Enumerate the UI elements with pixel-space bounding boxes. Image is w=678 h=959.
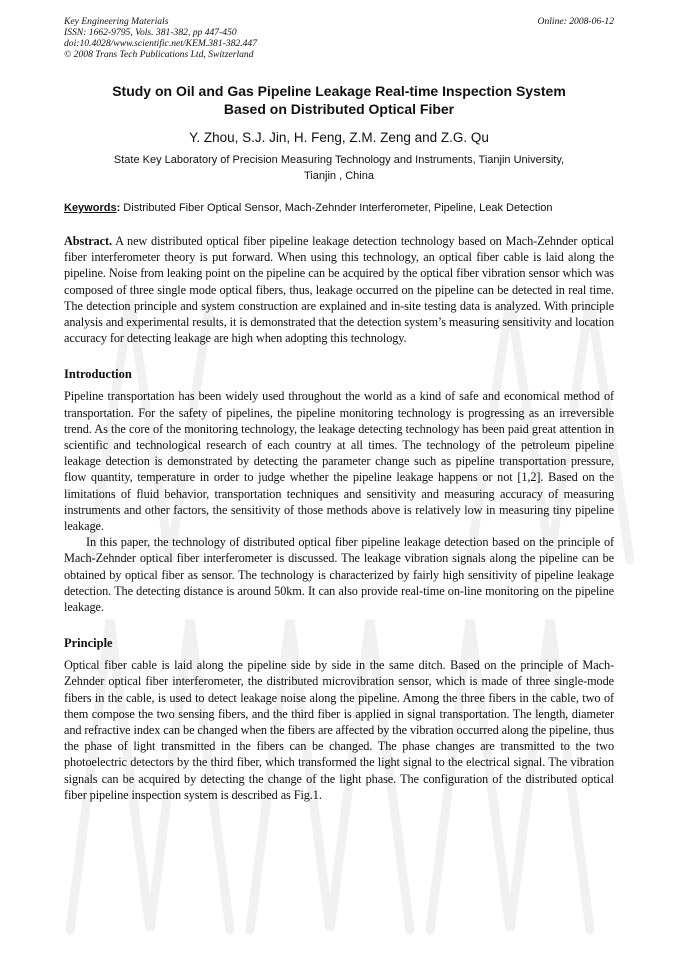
- copyright-line: © 2008 Trans Tech Publications Ltd, Switzerland: [64, 49, 254, 60]
- keywords-text: Distributed Fiber Optical Sensor, Mach-Zehnder Interferometer, Pipeline, Leak Detection: [120, 202, 553, 214]
- introduction-paragraph-2: In this paper, the technology of distributed optical fiber pipeline leakage detection based on the principle of Mach-Zehnder optical fiber interferometer is discussed. The leakage vibration signals along the pipeline can be obtained by optical fiber as sensor. The technology is characterized by fairly high sensitivity of pipeline leakage detection. The detecting distance is around 50km. It can also provide real-time on-line monitoring on the pipeline leakage.: [64, 535, 614, 615]
- principle-paragraph-1: Optical fiber cable is laid along the pipeline side by side in the same ditch. Based on the principle of Mach-Zehnder optical fiber interferometer, the distributed microvibration sensor, which is made of three single-mode fibers in the cable, is used to detect leakage noise along the pipeline. Among the three fibers in the cable, two of them compose the two sensing fibers, and the third fiber is applied in signal transportation. The length, diameter and refractive index can be changed when the fibers are affected by the vibration occurred along the pipeline, thus the phase of light transmitted in the fibers can be changed. The phase changes are transmitted to the two photoelectric detectors by the third fiber, which transformed the light signal to the electrical signal. The vibration signals can be acquired by detecting the change of the light phase. The configuration of the distributed optical fiber pipeline inspection system is described as Fig.1.: [64, 658, 614, 802]
- affiliation-line-2: Tianjin , China: [304, 170, 374, 182]
- abstract-text: A new distributed optical fiber pipeline leakage detection technology based on Mach-Zehnder optical fiber interferometer theory is put forward. When using this technology, an optical fiber cable is laid along the pipeline. Noise from leaking point on the pipeline can be acquired by the optical fiber vibration sensor which was composed of three single mode optical fibers, thus, leakage occurred on the pipeline can be detected in real time. The detection principle and system construction are explained and in-site testing data is analyzed. With principle analysis and experimental results, it is demonstrated that the detection system’s measuring sensitivity and location accuracy for detecting leakage are high when adopting this technology.: [64, 234, 614, 346]
- issn-line: ISSN: 1662-9795, Vols. 381-382, pp 447-450: [64, 27, 237, 38]
- keywords-label: Keywords: [64, 202, 117, 214]
- journal-header: [64, 16, 614, 60]
- online-date: Online: 2008-06-12: [537, 16, 614, 27]
- keywords-section: [64, 200, 614, 216]
- keywords-colon: :: [116, 202, 121, 214]
- journal-name: Key Engineering Materials: [64, 16, 169, 27]
- affiliation-line-1: State Key Laboratory of Precision Measuring Technology and Instruments, Tianjin University,: [113, 154, 565, 166]
- introduction-heading: Introduction: [64, 367, 132, 382]
- abstract-label: Abstract.: [64, 234, 112, 248]
- paper-title: [64, 82, 614, 118]
- title-line-2: Based on Distributed Optical Fiber: [223, 101, 455, 117]
- author-list: Y. Zhou, S.J. Jin, H. Feng, Z.M. Zeng and Z.G. Qu: [189, 130, 489, 145]
- doi-line: doi:10.4028/www.scientific.net/KEM.381-382.447: [64, 38, 258, 49]
- principle-heading: Principle: [64, 636, 113, 651]
- title-line-1: Study on Oil and Gas Pipeline Leakage Real-time Inspection System: [112, 83, 566, 99]
- introduction-paragraph-1: Pipeline transportation has been widely used throughout the world as a kind of safe and economical method of transportation. For the safety of pipelines, the pipeline monitoring technology is progressing as an irreversible trend. As the core of the monitoring technology, the leakage detecting technology has been paid great attention in scientific and technological research of each country at all times. The technology of the petroleum pipeline leakage detection is demonstrated by detecting the parameter change such as pipeline transportation pressure, flow quantity, temperature in order to judge whether the pipeline leakage happens or not [1,2]. Based on the limitations of fluid behavior, transportation techniques and sensitivity and measuring accuracy of measuring instruments and other factors, the sensitivity of those methods above is relatively low in measuring tiny pipeline leakage.: [64, 389, 614, 534]
- abstract-section: [64, 233, 614, 346]
- affiliation: [64, 152, 614, 184]
- paper-page: [64, 16, 614, 803]
